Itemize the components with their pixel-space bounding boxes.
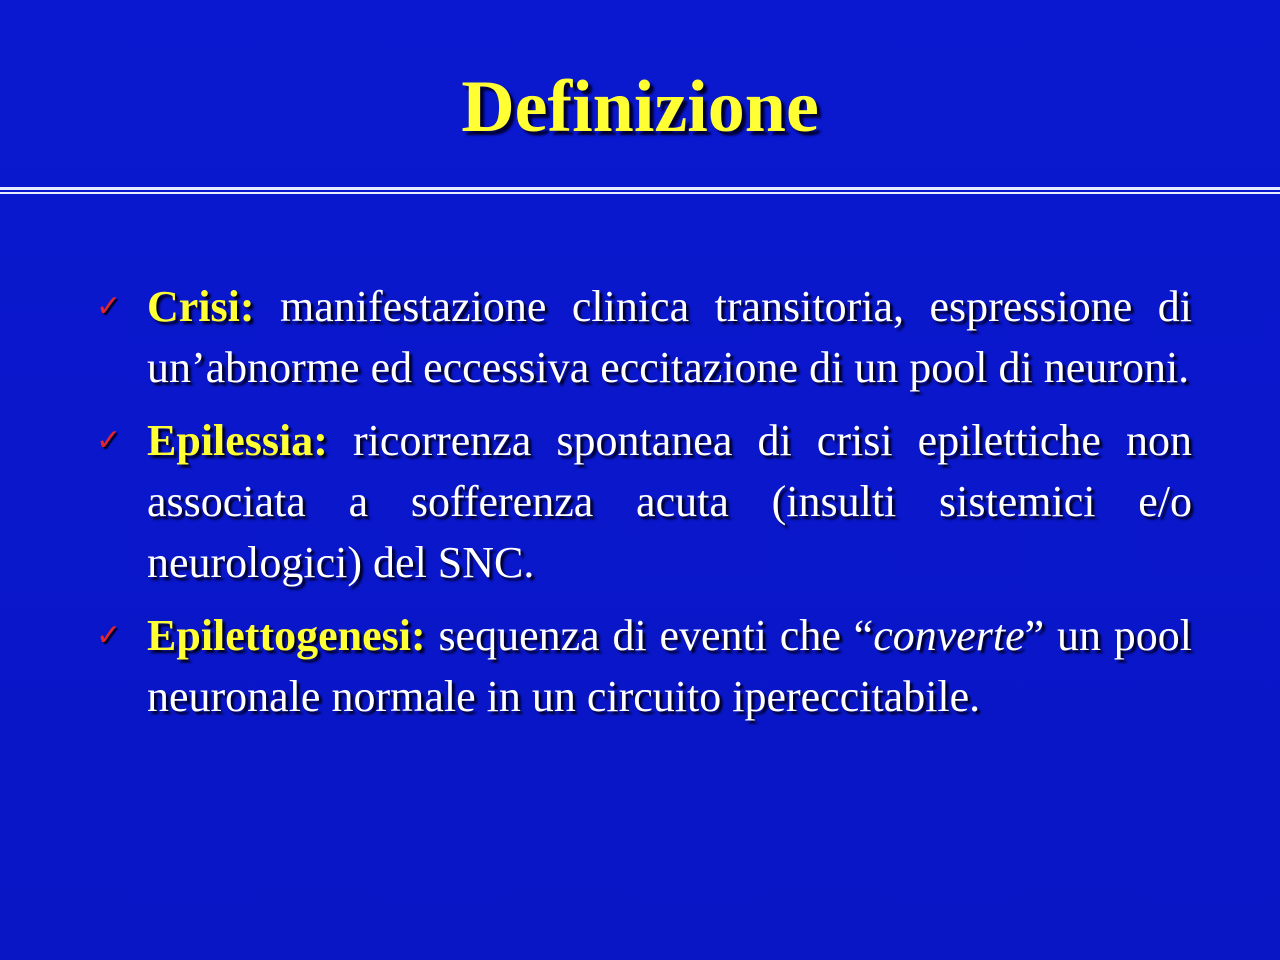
check-mark-icon: ✓ <box>96 618 122 653</box>
definition-crisi: manifestazione clinica transitoria, espressione di un’abnorme ed eccessiva eccitazione di un pool di neuroni. <box>147 282 1193 392</box>
definition-epilettogenesi-emphasis: converte <box>873 611 1025 660</box>
check-mark-icon: ✓ <box>96 289 122 324</box>
bullet-epilettogenesi <box>92 605 1192 727</box>
bullet-epilessia <box>92 410 1192 593</box>
bullet-list <box>92 276 1192 739</box>
bullet-crisi <box>92 276 1192 398</box>
term-crisi: Crisi: <box>147 282 255 331</box>
term-epilessia: Epilessia: <box>147 416 328 465</box>
title-divider-top <box>0 187 1280 190</box>
definition-epilessia: ricorrenza spontanea di crisi epilettiche non associata a sofferenza acuta (insulti sistemici e/o neurologici) del SNC. <box>147 416 1193 587</box>
definition-epilettogenesi-end: ” un pool neuronale normale in un circuito ipereccitabile. <box>147 611 1192 721</box>
check-mark-icon: ✓ <box>96 423 122 458</box>
slide-title: Definizione <box>461 66 819 148</box>
definition-epilettogenesi-start: sequenza di eventi che “ <box>438 611 874 660</box>
term-epilettogenesi: Epilettogenesi: <box>147 611 426 660</box>
title-divider-bottom <box>0 192 1280 194</box>
